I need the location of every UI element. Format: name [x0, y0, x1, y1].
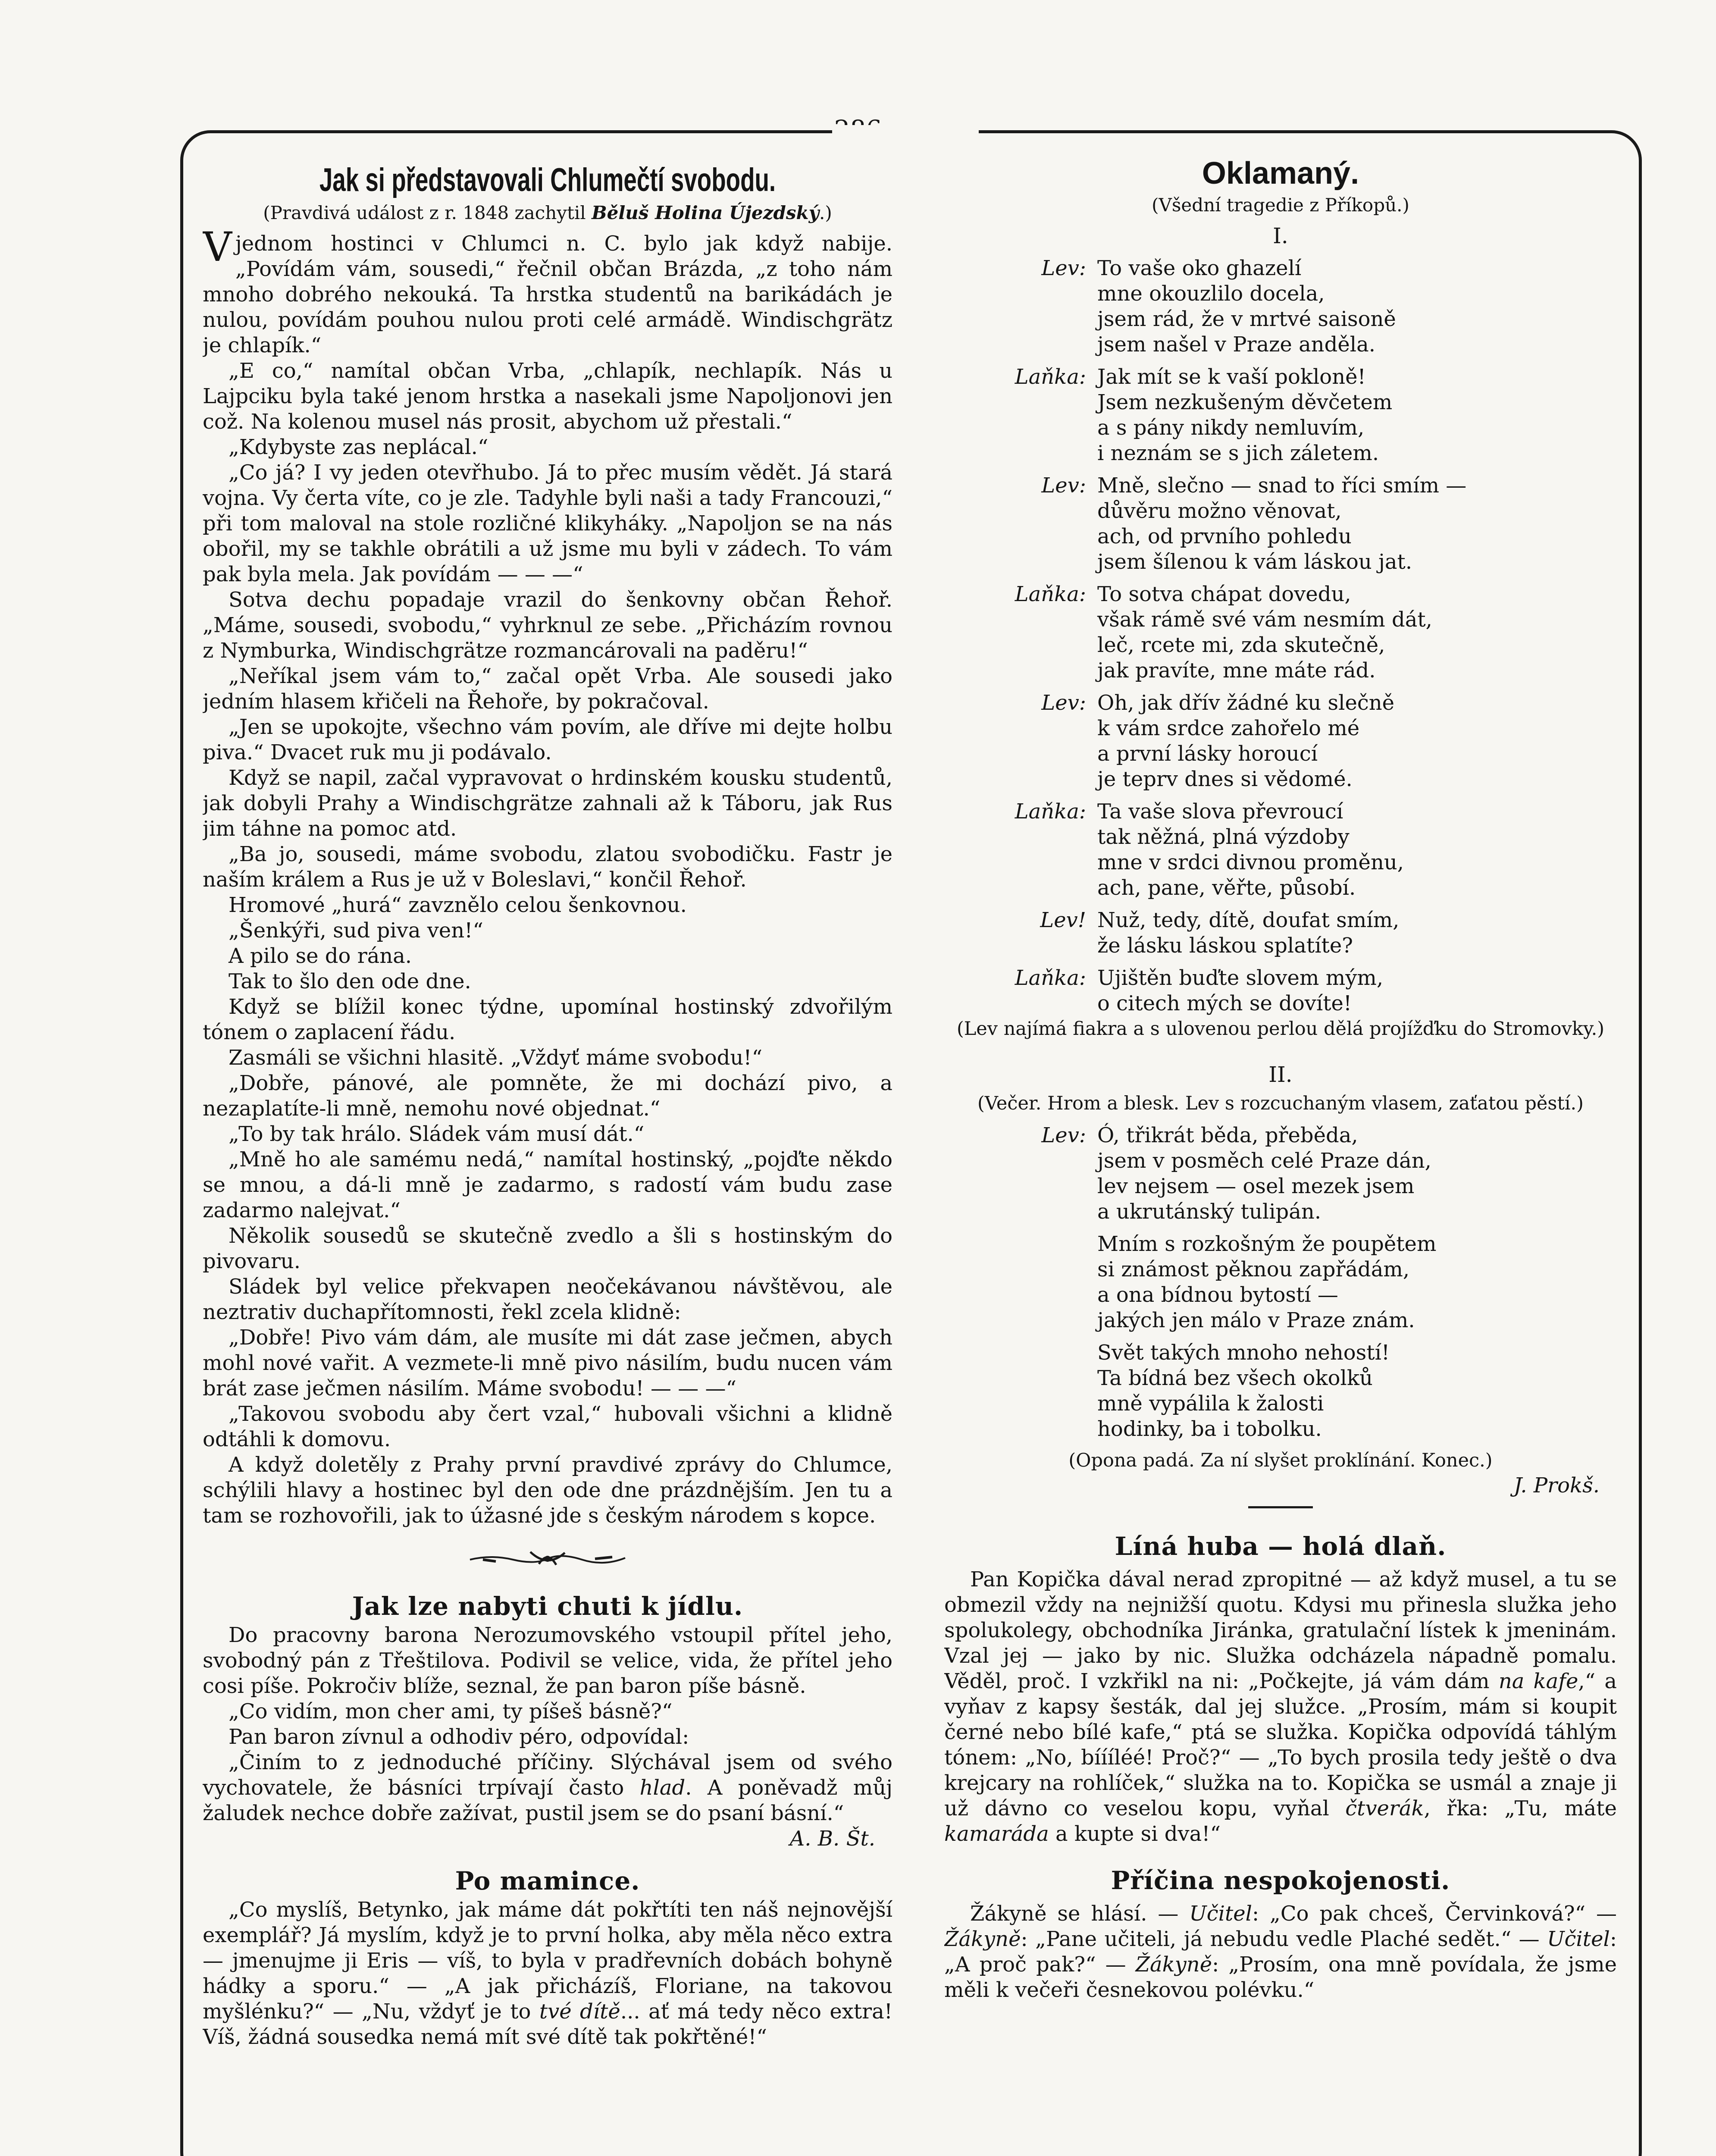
- speaker-name: [944, 1232, 1097, 1333]
- verse-line: tak něžná, plná výzdoby: [1097, 825, 1350, 849]
- verse-line: i neznám se s jich záletem.: [1097, 441, 1379, 465]
- speaker-name: Laňka:: [1015, 582, 1086, 606]
- paragraph: Zasmáli se všichni hlasitě. „Vždyť máme svobodu!“: [229, 1046, 763, 1070]
- paragraph: „Kdybyste zas neplácal.“: [229, 435, 488, 459]
- flourish-icon: [466, 1547, 629, 1571]
- speaker-name: Laňka:: [1015, 966, 1086, 990]
- verse-line: Nuž, tedy, dítě, doufat smím,: [1097, 908, 1400, 932]
- paragraph: „Neříkal jsem vám to,“ začal opět Vrba. Ale sousedi jako jedním hlasem křičeli na Řehoře, by pokračoval.: [203, 664, 892, 714]
- paragraph: Do pracovny barona Nerozumovského vstoupil přítel jeho, svobodný pán z Třeštilova. Podivil se velice, vida, že přítel jeho cosi píše. Pokročiv blíže, seznal, že pan baron píše básně.: [203, 1623, 892, 1698]
- paragraph: A když doletěly z Prahy první pravdivé zprávy do Chlumce, schýlili hlavy a hostinec byl den ode dne prázdnějším. Jen tu a tam se rozhovořili, jak to úžasné jde s českým národem s kopce.: [203, 1453, 892, 1528]
- speaker-name: Lev:: [1041, 473, 1086, 498]
- monologue-verses: [944, 1123, 1617, 1442]
- verse-line: ach, pane, věřte, působí.: [1097, 876, 1356, 900]
- verse-line: Ujištěn buďte slovem mým,: [1097, 966, 1384, 990]
- paragraph: „Činím to z jednoduché příčiny. Slýchával jsem od svého vychovatele, že básníci trpívají často hlad. A poněvadž můj žaludek nechce dobře zažívat, pustil jsem se do psaní básní.“: [203, 1750, 892, 1825]
- speaker-name: Lev:: [1041, 691, 1086, 715]
- paragraph: Sotva dechu popadaje vrazil do šenkovny občan Řehoř. „Máme, sousedi, svobodu,“ vyhrknul ze sebe. „Přicházím rovnou z Nymburka, Windischgrätze rozmancárovali na paděru!“: [203, 588, 892, 663]
- paragraph: „Co já? I vy jeden otevřhubo. Já to přec musím vědět. Já stará vojna. Vy čerta víte, co je zle. Tadyhle byli naši a tady Francouzi,“ při tom maloval na stole rozličné klikyháky. „Napoljon se na nás obořil, my se takhle obrátili a už jsme mu byli v zádech. To vám pak byla mela. Jak povídám — — —“: [203, 461, 892, 586]
- verse-line: To sotva chápat dovedu,: [1097, 582, 1351, 606]
- speaker-name: Laňka:: [1015, 365, 1086, 389]
- paragraph: „Šenkýři, sud piva ven!“: [229, 918, 483, 943]
- paragraph: Pan baron zívnul a odhodiv péro, odpovídal:: [229, 1725, 689, 1749]
- verse-stanza: [944, 1123, 1617, 1225]
- part-number: II.: [1268, 1062, 1293, 1087]
- part-number: I.: [1273, 223, 1288, 248]
- verse-line: že lásku láskou splatíte?: [1097, 934, 1353, 958]
- verse-stanza: [944, 965, 1617, 1016]
- verse-line: Svět takých mnoho nehostí!: [1097, 1341, 1390, 1365]
- verse-stanza: [944, 799, 1617, 901]
- verse-line: si známost pěknou zapřádám,: [1097, 1257, 1410, 1282]
- speaker-name: Lev!: [1040, 908, 1086, 932]
- article-subtitle: (Všední tragedie z Příkopů.): [1152, 194, 1409, 216]
- drop-cap: V: [203, 224, 232, 271]
- stage-direction: (Opona padá. Za ní slyšet proklínání. Konec.): [1068, 1450, 1493, 1471]
- paragraph: „Ba jo, sousedi, máme svobodu, zlatou svobodičku. Fastr je naším králem a Rus je už v Boleslavi,“ končil Řehoř.: [203, 842, 892, 892]
- verse-line: Mně, slečno — snad to říci smím —: [1097, 473, 1467, 498]
- speaker-name: [944, 1340, 1097, 1442]
- verse-line: Ó, třikrát běda, přeběda,: [1097, 1123, 1358, 1147]
- verse-line: To vaše oko ghazelí: [1097, 256, 1302, 280]
- ornament-divider: [203, 1547, 892, 1577]
- verse-line: jsem našel v Praze anděla.: [1097, 332, 1375, 357]
- article-title: Jak si představovali Chlumečtí svobodu.: [319, 162, 776, 198]
- verse-line: a s pány nikdy nemluvím,: [1097, 416, 1365, 440]
- verse-line: lev nejsem — osel mezek jsem: [1097, 1174, 1415, 1198]
- verse-line: o citech mých se dovíte!: [1097, 991, 1352, 1015]
- signature: J. Prokš.: [1513, 1473, 1600, 1498]
- verse-line: jak pravíte, mne máte rád.: [1097, 658, 1376, 683]
- paragraph: „Dobře, pánové, ale pomněte, že mi dochází pivo, a nezaplatíte-li mně, nemohu nové objednat.“: [203, 1071, 892, 1121]
- verse-line: Jak mít se k vaší pokloně!: [1097, 365, 1366, 389]
- verse-stanza: [944, 473, 1617, 575]
- verse-line: je teprv dnes si vědomé.: [1097, 767, 1353, 791]
- verse-stanza: [944, 256, 1617, 357]
- paragraph: „Dobře! Pivo vám dám, ale musíte mi dát zase ječmen, abych mohl nové vařit. A vezmete-li mně pivo násilím, budu nucen vám brát zase ječmen násilím. Máme svobodu! — — —“: [203, 1326, 892, 1401]
- paragraph: Žákyně se hlásí. — Učitel: „Co pak chceš, Červinková?“ — Žákyně: „Pane učiteli, já nebudu vedle Plaché sedět.“ — Učitel: „A proč pak?“ — Žákyně: „Prosím, ona mně povídala, že jsme měli k večeři česnekovou polévku.“: [944, 1902, 1617, 2002]
- paragraph: A pilo se do rána.: [229, 944, 412, 968]
- article-title: Jak lze nabyti chuti k jídlu.: [352, 1592, 743, 1621]
- paragraph: „Co vidím, mon cher ami, ty píšeš básně?“: [229, 1699, 673, 1724]
- verse-line: Ta vaše slova převroucí: [1097, 799, 1343, 824]
- stage-direction: (Večer. Hrom a blesk. Lev s rozcuchaným vlasem, zaťatou pěstí.): [977, 1093, 1584, 1114]
- paragraph: „Takovou svobodu aby čert vzal,“ hubovali všichni a klidně odtáhli k domovu.: [203, 1402, 892, 1451]
- paragraph: Několik sousedů se skutečně zvedlo a šli s hostinským do pivovaru.: [203, 1224, 892, 1273]
- paragraph: Tak to šlo den ode dne.: [229, 969, 471, 993]
- paragraph: „Co myslíš, Betynko, jak máme dát pokřtíti ten náš nejnovější exemplář? Já myslím, když je to první holka, aby měla něco extra — jmenujme ji Eris — víš, to byla v pradřevních dobách bohyně hádky a sporu.“ — „A jak přicházíš, Floriane, na takovou myšlénku?“ — „Nu, vždyť je to tvé dítě... ať má tedy něco extra! Víš, žádná sousedka nemá mít své dítě tak pokřtěné!“: [203, 1898, 892, 2049]
- verse-line: důvěru možno věnovat,: [1097, 499, 1342, 523]
- article-author: Běluš Holina Újezdský: [592, 202, 819, 223]
- signature: A. B. Št.: [789, 1827, 875, 1851]
- stage-direction: (Lev najímá fiakra a s ulovenou perlou dělá projížďku do Stromovky.): [956, 1018, 1605, 1040]
- verse-line: hodinky, ba i tobolku.: [1097, 1417, 1322, 1441]
- verse-line: ach, od prvního pohledu: [1097, 524, 1352, 548]
- paragraph: Když se blížil konec týdne, upomínal hostinský zdvořilým tónem o zaplacení řádu.: [203, 995, 892, 1044]
- verse-stanza: [944, 582, 1617, 683]
- article-title: Příčina nespokojenosti.: [1111, 1866, 1450, 1895]
- verse-line: mne v srdci divnou proměnu,: [1097, 850, 1404, 874]
- verse-line: jsem šílenou k vám láskou jat.: [1097, 550, 1412, 574]
- paragraph: Vjednom hostinci v Chlumci n. C. bylo jak když nabije. „Povídám vám, sousedi,“ řečnil občan Brázda, „z toho nám mnoho dobrého nekouká. Ta hrstka studentů na barikádách je nulou, povídám pouhou nulou proti celé armádě. Windischgrätz je chlapík.“: [203, 224, 892, 357]
- verse-line: Ta bídná bez všech okolků: [1097, 1366, 1373, 1390]
- paragraph: Když se napil, začal vypravovat o hrdinském kousku studentů, jak dobyli Prahy a Windischgrätze zahnali až k Táboru, jak Rus jim táhne na pomoc atd.: [203, 766, 892, 841]
- article-title: Po mamince.: [455, 1866, 640, 1896]
- verse-stanza: [944, 690, 1617, 792]
- paragraph: „E co,“ namítal občan Vrba, „chlapík, nechlapík. Nás u Lajpciku byla také jenom hrstka a nasekali jsme Napoljonovi jen což. Na kolenou musel nás prosit, abychom už přestali.“: [203, 359, 892, 434]
- paragraph: Hromové „hurá“ zavznělo celou šenkovnou.: [229, 893, 687, 917]
- paragraph: „Mně ho ale samému nedá,“ namítal hostinský, „pojďte někdo se mnou, a dá-li mně je zadarmo, s radostí vám budu zase zadarmo nalejvat.“: [203, 1147, 892, 1222]
- verse-line: Mním s rozkošným že poupětem: [1097, 1232, 1437, 1256]
- verse-line: leč, rcete mi, zda skutečně,: [1097, 633, 1385, 657]
- verse-line: k vám srdce zahořelo mé: [1097, 716, 1360, 740]
- verse-line: a ukrutánský tulipán.: [1097, 1200, 1321, 1224]
- verse-line: Jsem nezkušeným děvčetem: [1097, 390, 1393, 414]
- verse-line: mně vypálila k žalosti: [1097, 1391, 1324, 1416]
- article-title: Líná huba — holá dlaň.: [1115, 1532, 1447, 1561]
- paragraph: „To by tak hrálo. Sládek vám musí dát.“: [229, 1122, 645, 1146]
- verse-line: jsem rád, že v mrtvé saisoně: [1097, 307, 1396, 331]
- speaker-name: Laňka:: [1015, 799, 1086, 824]
- article-title: Oklamaný.: [1202, 156, 1359, 191]
- left-column: [203, 151, 892, 2143]
- page-number-gap: [832, 125, 979, 142]
- speaker-name: Lev:: [1041, 1123, 1086, 1147]
- paragraph: „Jen se upokojte, všechno vám povím, ale dříve mi dejte holbu piva.“ Dvacet ruk mu ji podávalo.: [203, 715, 892, 765]
- verse-line: a ona bídnou bytostí —: [1097, 1283, 1338, 1307]
- verse-line: jsem v posměch celé Praze dán,: [1097, 1149, 1431, 1173]
- right-column: [944, 151, 1617, 2143]
- verse-stanza: [944, 908, 1617, 959]
- verse-stanza: [944, 364, 1617, 466]
- article-subtitle: (Pravdivá událost z r. 1848 zachytil Běluš Holina Újezdský.): [263, 202, 832, 223]
- dialogue-verses: [944, 256, 1617, 1016]
- verse-line: mne okouzlilo docela,: [1097, 282, 1325, 306]
- verse-line: však rámě své vám nesmím dát,: [1097, 608, 1432, 632]
- paragraph: Pan Kopička dával nerad zpropitné — až když musel, a tu se obmezil vždy na nejnižší quotu. Kdysi mu přinesla služka jeho spolukolegy, obchodníka Jiránka, gratulační lístek k jmeninám. Vzal jej — jako by nic. Služka odcházela nápadně pomalu. Věděl, proč. I vzkřikl na ni: „Počkejte, já vám dám na kafe,“ a vyňav z kapsy šesták, dal jej služce. „Prosím, mám si koupit černé nebo bílé kafe,“ ptá se služka. Kopička odpovídá táhlým tónem: „No, bíííléé! Proč?“ — „To bych prosila tedy ještě o dva krejcary na rohlíček,“ služka na to. Kopička se usmál a znaje ji už dávno co veselou kopu, vyňal čtverák, řka: „Tu, máte kamaráda a kupte si dva!“: [944, 1567, 1617, 1846]
- verse-line: Oh, jak dřív žádné ku slečně: [1097, 691, 1395, 715]
- paragraph: Sládek byl velice překvapen neočekávanou návštěvou, ale neztrativ duchapřítomnosti, řekl zcela klidně:: [203, 1275, 892, 1324]
- divider: [1248, 1506, 1313, 1508]
- verse-stanza: [944, 1232, 1617, 1333]
- verse-stanza: [944, 1340, 1617, 1442]
- verse-line: a první lásky horoucí: [1097, 742, 1318, 766]
- verse-line: jakých jen málo v Praze znám.: [1097, 1308, 1415, 1332]
- speaker-name: Lev:: [1041, 256, 1086, 280]
